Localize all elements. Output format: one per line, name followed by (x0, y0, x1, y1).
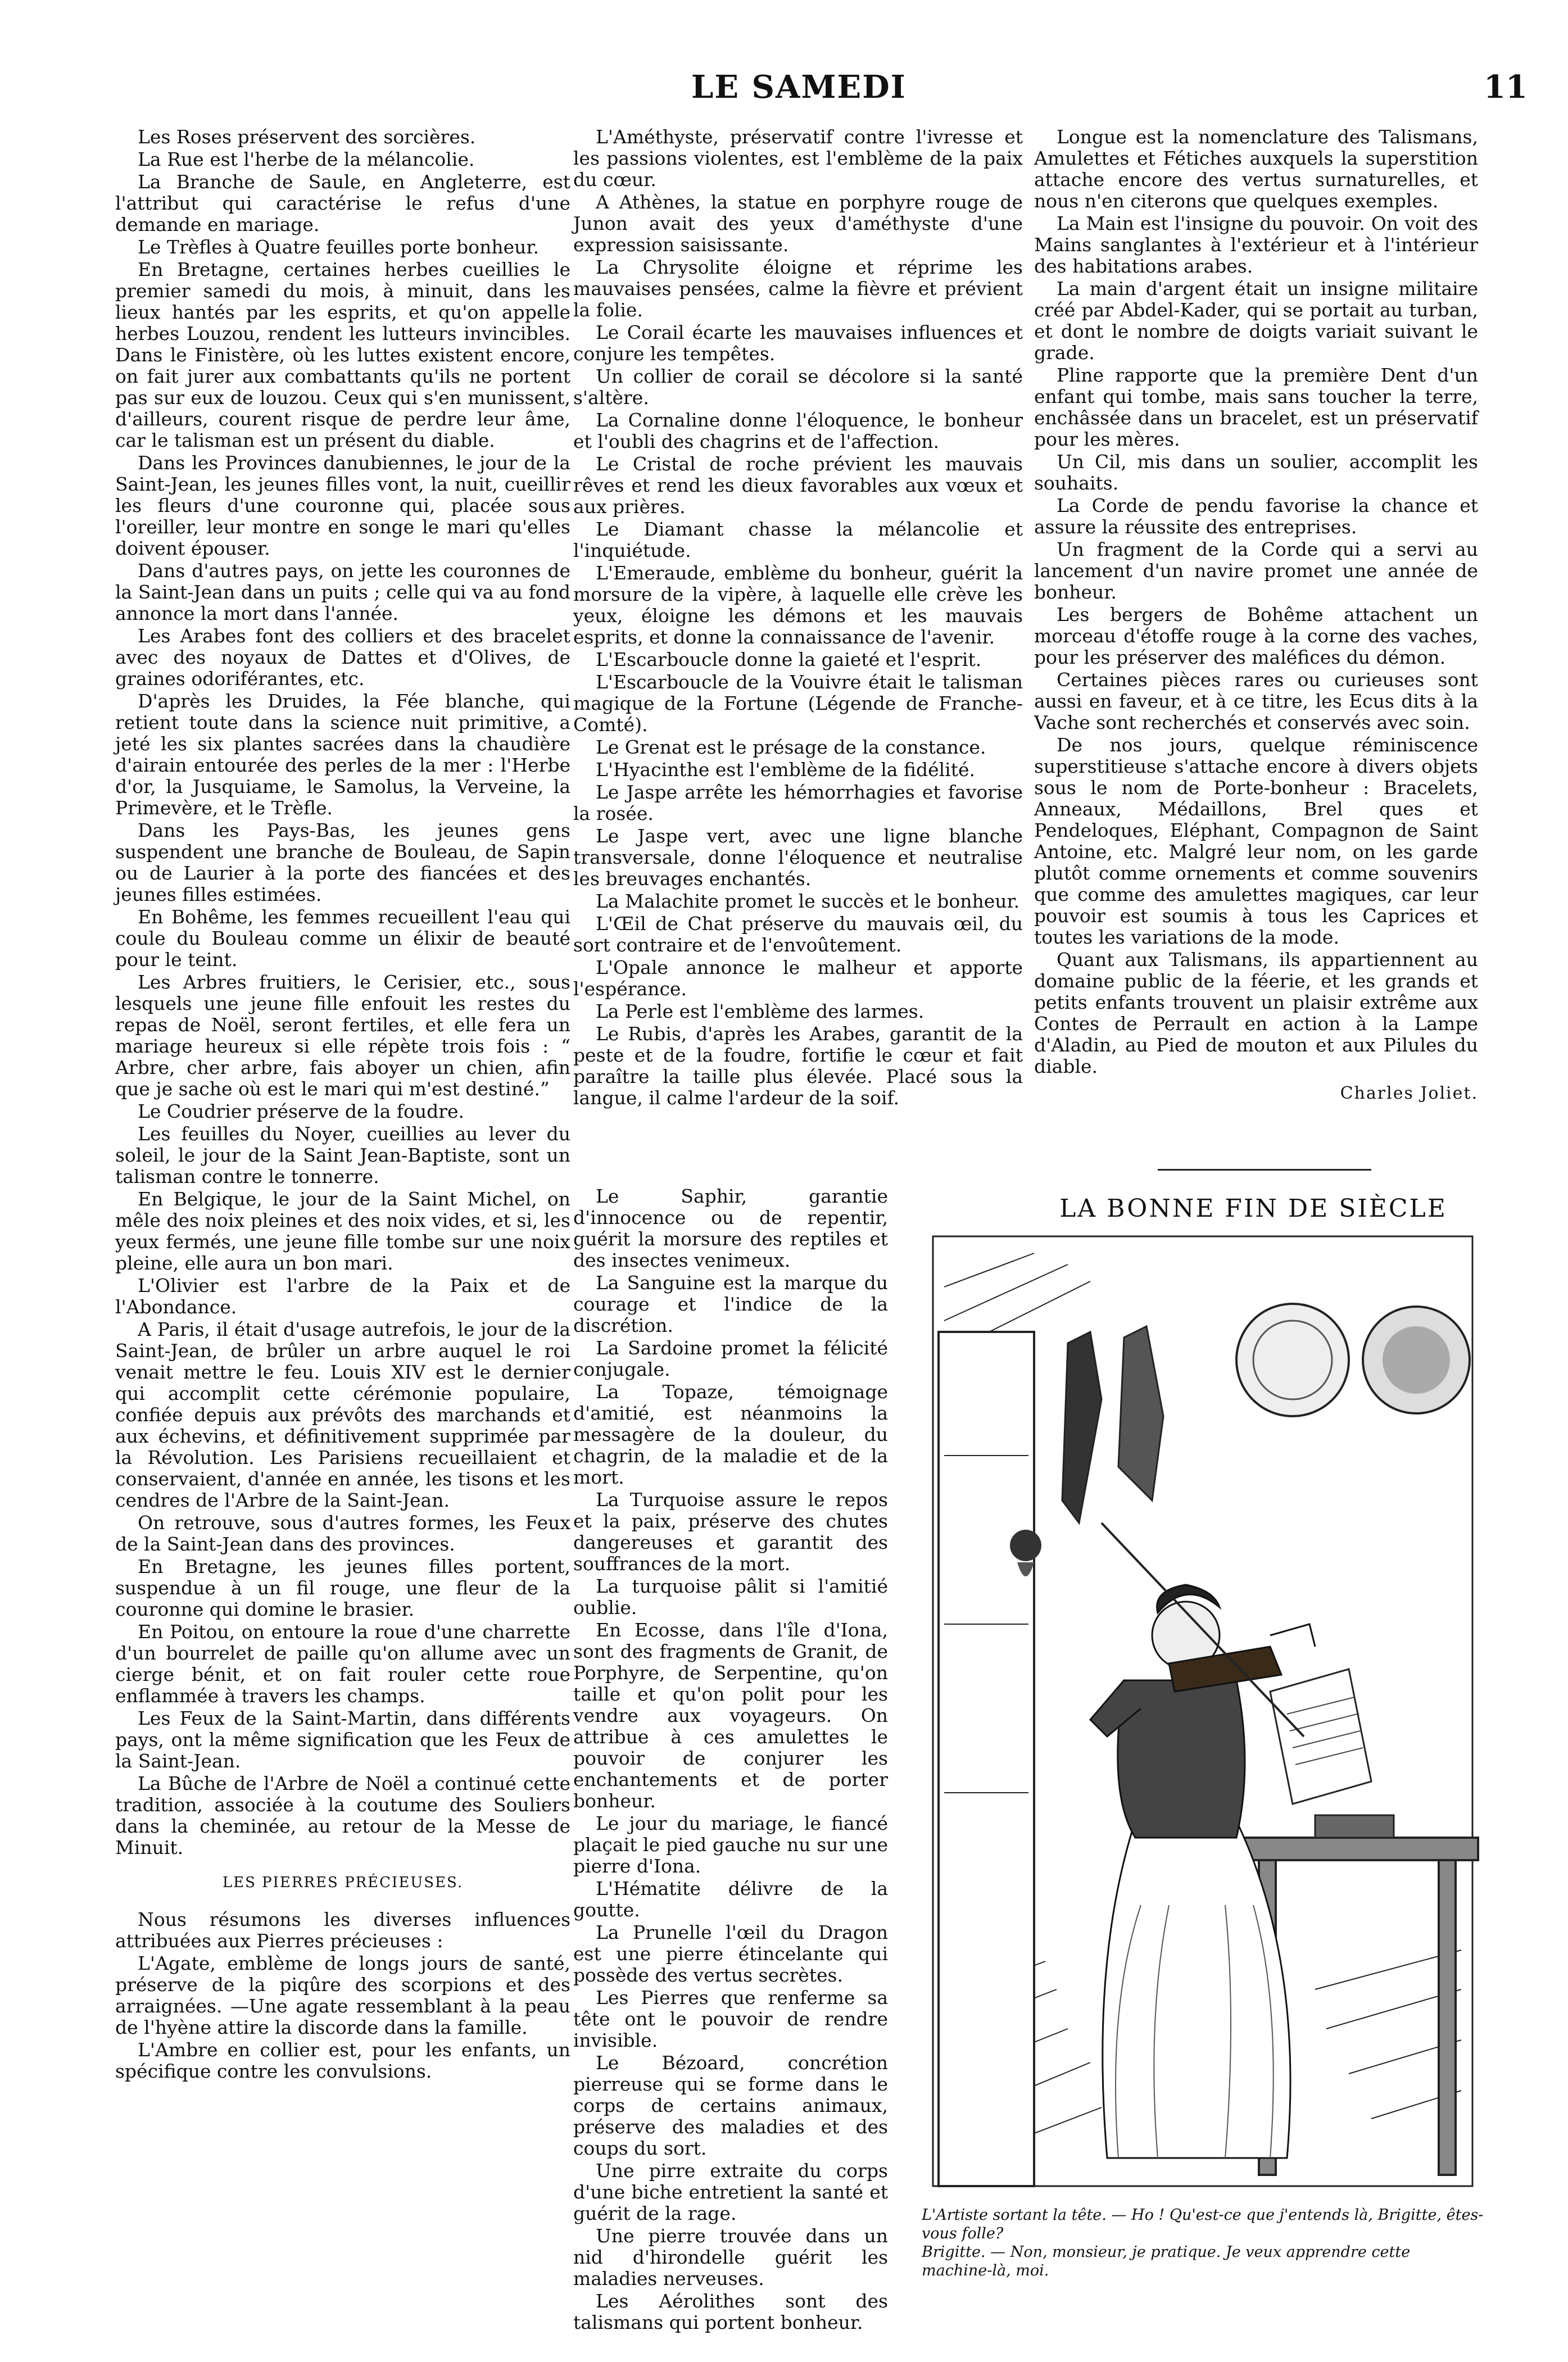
paragraph: Un collier de corail se décolore si la santé s'altère. (573, 365, 1023, 409)
paragraph: L'Escarboucle donne la gaieté et l'esprit. (596, 649, 982, 670)
paragraph: En Bohême, les femmes recueillent l'eau qui coule du Bouleau comme un élixir de beauté pour le teint. (115, 906, 570, 971)
paragraph: L'Escarboucle de la Vouivre était le talisman magique de la Fortune (Légende de Franche-Comté). (573, 671, 1023, 736)
paragraph: Dans les Provinces danubiennes, le jour de la Saint-Jean, les jeunes filles vont, la nuit, cueillir les fleurs d'une couronne qui, placée sous l'oreiller, leur montre en songe le mari qu'elles doivent épouser. (115, 452, 570, 559)
paragraph: Le Corail écarte les mauvaises influences et conjure les tempêtes. (573, 321, 1023, 365)
paragraph: Les Roses préservent des sorcières. (138, 126, 476, 148)
paragraph: L'Ambre en collier est, pour les enfants, un spécifique contre les convulsions. (115, 2039, 570, 2082)
paragraph: Les feuilles du Noyer, cueillies au lever du soleil, le jour de la Saint Jean-Baptiste, sont un talisman contre le tonnerre. (115, 1123, 570, 1187)
journal-title: LE SAMEDI (691, 69, 907, 106)
divider-rule (1158, 1169, 1371, 1171)
column-2 (573, 126, 1023, 1110)
column-3 (1034, 126, 1478, 1105)
paragraph: La Topaze, témoignage d'amitié, est néanmoins la messagère de la douleur, du chagrin, de la maladie et de la mort. (573, 1381, 888, 1488)
paragraph: L'Emeraude, emblème du bonheur, guérit la morsure de la vipère, à laquelle elle crève les yeux, éloigne les démons et les mauvais esprits, et donne la connaissance de l'avenir. (573, 562, 1023, 648)
paragraph: En Poitou, on entoure la roue d'une charrette d'un bourrelet de paille qu'on allume avec un cierge bénit, et on fait rouler cette roue enflammée à travers les champs. (115, 1621, 570, 1707)
paragraph: En Bretagne, les jeunes filles portent, suspendue à un fil rouge, une fleur de la couronne qui domine le brasier. (115, 1556, 570, 1620)
paragraph: On retrouve, sous d'autres formes, les Feux de la Saint-Jean dans des provinces. (115, 1512, 570, 1555)
paragraph: A Athènes, la statue en porphyre rouge de Junon avait des yeux d'améthyste d'une expression saisissante. (573, 191, 1023, 256)
paragraph: Un Cil, mis dans un soulier, accomplit les souhaits. (1034, 451, 1478, 494)
paragraph: L'Hyacinthe est l'emblème de la fidélité. (596, 759, 976, 781)
paragraph: L'Opale annonce le malheur et apporte l'espérance. (573, 956, 1023, 1000)
column-1-paragraphs (115, 126, 570, 1858)
page-number: 11 (1484, 69, 1528, 106)
paragraph: La Turquoise assure le repos et la paix, préserve des chutes dangereuses et garantit des souffrances de la mort. (573, 1489, 888, 1575)
illustration-caption (922, 2206, 1484, 2280)
paragraph: De nos jours, quelque réminiscence superstitieuse s'attache encore à divers objets sous le nom de Porte-bonheur : Bracelets, Anneaux, Médaillons, Brel ques et Pendeloques, Eléphant, Compagnon de Saint Antoine, etc. Malgré leur nom, on les garde plutôt comme ornements et comme souvenirs que comme des amulettes magiques, car leur pouvoir est soumis à tous les Caprices et toutes les variations de la mode. (1034, 734, 1478, 948)
paragraph: Un fragment de la Corde qui a servi au lancement d'un navire promet une année de bonheur. (1034, 538, 1478, 603)
paragraph: Longue est la nomenclature des Talismans, Amulettes et Fétiches auxquels la superstition attache encore des vertus surnaturelles, et nous n'en citerons que quelques exemples. (1034, 126, 1478, 212)
paragraph: En Belgique, le jour de la Saint Michel, on mêle des noix pleines et des noix vides, et si, les yeux fermés, une jeune fille tombe sur une noix pleine, elle aura un bon mari. (115, 1188, 570, 1274)
paragraph: Les Pierres que renferme sa tête ont le pouvoir de rendre invisible. (573, 1987, 888, 2051)
caption-line-1: L'Artiste sortant la tête. — Ho ! Qu'est-ce que j'entends là, Brigitte, êtes-vous folle? (922, 2206, 1484, 2242)
paragraph: Certaines pièces rares ou curieuses sont aussi en faveur, et à ce titre, les Ecus dits à la Vache sont recherchés et conservés avec soin. (1034, 669, 1478, 733)
paragraph: Le Jaspe vert, avec une ligne blanche transversale, donne l'éloquence et neutralise les breuvages enchantés. (573, 825, 1023, 890)
paragraph: La Cornaline donne l'éloquence, le bonheur et l'oubli des chagrins et de l'affection. (573, 409, 1023, 452)
paragraph: La Perle est l'emblème des larmes. (596, 1000, 925, 1022)
paragraph: Le Coudrier préserve de la foudre. (138, 1100, 464, 1122)
paragraph: Les Arabes font des colliers et des bracelet avec des noyaux de Dattes et d'Olives, de graines odoriférantes, etc. (115, 625, 570, 690)
paragraph: Les bergers de Bohême attachent un morceau d'étoffe rouge à la corne des vaches, pour les préserver des maléfices du démon. (1034, 604, 1478, 668)
paragraph: Les Arbres fruitiers, le Cerisier, etc., sous lesquels une jeune fille enfouit les restes du repas de Noël, seront fertiles, et elle fera un mariage heureux si elle répète trois fois : “ Arbre, cher arbre, fais aboyer un chien, afin que je sache où est le mari qui m'est destiné.” (115, 971, 570, 1100)
column-2-paragraphs (573, 126, 1023, 1109)
illustration-title: LA BONNE FIN DE SIÈCLE (1059, 1194, 1447, 1223)
paragraph: Les Aérolithes sont des talismans qui portent bonheur. (573, 2290, 888, 2333)
column-2-narrow (573, 1186, 888, 2334)
paragraph: Le Rubis, d'après les Arabes, garantit de la peste et de la foudre, fortifie le cœur et fait paraître la taille plus élevée. Placé sous la langue, il calme l'ardeur de la soif. (573, 1023, 1023, 1109)
paragraph: Le jour du mariage, le fiancé plaçait le pied gauche nu sur une pierre d'Iona. (573, 1812, 888, 1877)
paragraph: La turquoise pâlit si l'amitié oublie. (573, 1575, 888, 1619)
paragraph: L'Agate, emblème de longs jours de santé, préserve de la piqûre des scorpions et des arraignées. —Une agate ressemblant à la peau de l'hyène attire la discorde dans la famille. (115, 1952, 570, 2038)
column-3-paragraphs (1034, 126, 1478, 1077)
author-signature: Charles Joliet. (1340, 1083, 1478, 1103)
paragraph: La Corde de pendu favorise la chance et assure la réussite des entreprises. (1034, 495, 1478, 538)
caption-line-2: Brigitte. — Non, monsieur, je pratique. Je veux apprendre cette machine-là, moi. (922, 2243, 1411, 2279)
paragraph: Quant aux Talismans, ils appartiennent au domaine public de la féerie, et les grands et petits enfants trouvent un plaisir extrême aux Contes de Perrault en action à la Lampe d'Aladin, au Pied de mouton et aux Pilules du diable. (1034, 949, 1478, 1077)
paragraph: L'Hématite délivre de la goutte. (573, 1878, 888, 1921)
paragraph: Le Grenat est le présage de la constance. (596, 736, 986, 758)
paragraph: La Branche de Saule, en Angleterre, est l'attribut qui caractérise le refus d'une demande en mariage. (115, 171, 570, 235)
paragraph: Une pierre trouvée dans un nid d'hirondelle guérit les maladies nerveuses. (573, 2225, 888, 2290)
paragraph: A Paris, il était d'usage autrefois, le jour de la Saint-Jean, de brûler un arbre auquel le roi venait mettre le feu. Louis XIV est le dernier qui accomplit cette cérémonie populaire, confiée depuis aux prévôts des marchands et aux échevins, et définitivement supprimée par la Révolution. Les Parisiens recueillaient et conservaient, d'année en année, les tisons et les cendres de l'Arbre de la Saint-Jean. (115, 1318, 570, 1511)
column-2-narrow-paragraphs (573, 1186, 888, 2333)
paragraph: La Malachite promet le succès et le bonheur. (596, 890, 1020, 912)
paragraph: L'Olivier est l'arbre de la Paix et de l'Abondance. (115, 1275, 570, 1318)
paragraph: Le Trèfles à Quatre feuilles porte bonheur. (138, 236, 539, 258)
column-1-paragraphs-after (115, 1909, 570, 2082)
paragraph: Dans d'autres pays, on jette les couronnes de la Saint-Jean dans un puits ; celle qui va au fond annonce la mort dans l'année. (115, 560, 570, 624)
paragraph: Le Diamant chasse la mélancolie et l'inquiétude. (573, 518, 1023, 561)
paragraph: Nous résumons les diverses influences attribuées aux Pierres précieuses : (115, 1908, 570, 1952)
paragraph: D'après les Druides, la Fée blanche, qui retient toute dans la science nuit primitive, a jeté les six plantes sacrées dans la chaudière d'airain entourée des perles de la mer : l'Herbe d'or, la Jusquiame, le Samolus, la Verveine, la Primevère, et le Trèfle. (115, 690, 570, 819)
illustration-violinist (922, 1231, 1484, 2192)
paragraph: La Sanguine est la marque du courage et l'indice de la discrétion. (573, 1272, 888, 1336)
paragraph: Pline rapporte que la première Dent d'un enfant qui tombe, mais sans toucher la terre, enchâssée dans un bracelet, est un préservatif pour les mères. (1034, 364, 1478, 450)
paragraph: Le Cristal de roche prévient les mauvais rêves et rend les dieux favorables aux vœux et aux prières. (573, 453, 1023, 518)
paragraph: Une pirre extraite du corps d'une biche entretient la santé et guérit de la rage. (573, 2160, 888, 2224)
paragraph: La main d'argent était un insigne militaire créé par Abdel-Kader, qui se portait au turban, et dont le nombre de doigts variait suivant le grade. (1034, 278, 1478, 364)
paragraph: La Prunelle l'œil du Dragon est une pierre étincelante qui possède des vertus secrètes. (573, 1921, 888, 1986)
paragraph: Les Feux de la Saint-Martin, dans différents pays, ont la même signification que les Feux de la Saint-Jean. (115, 1707, 570, 1772)
paragraph: La Sardoine promet la félicité conjugale. (573, 1337, 888, 1380)
paragraph: L'Œil de Chat préserve du mauvais œil, du sort contraire et de l'envoûtement. (573, 913, 1023, 956)
paragraph: Le Saphir, garantie d'innocence ou de repentir, guérit la morsure des reptiles et des insectes venimeux. (573, 1185, 888, 1271)
paragraph: En Ecosse, dans l'île d'Iona, sont des fragments de Granit, de Porphyre, de Serpentine, qu'on taille et qu'on polit pour les vendre aux voyageurs. On attribue à ces amulettes le pouvoir de conjurer les enchantements et de porter bonheur. (573, 1619, 888, 1812)
section-heading: LES PIERRES PRÉCIEUSES. (222, 1874, 464, 1891)
column-1 (115, 126, 570, 2083)
paragraph: En Bretagne, certaines herbes cueillies le premier samedi du mois, à minuit, dans les lieux hantés par les esprits, et qu'on appelle herbes Louzou, rendent les lutteurs invincibles. Dans le Finistère, où les luttes existent encore, on fait jurer aux combattants qu'ils ne portent pas sur eux de louzou. Ceux qui s'en munissent, d'ailleurs, courent risque de perdre leur âme, car le talisman est un présent du diable. (115, 259, 570, 451)
paragraph: La Rue est l'herbe de la mélancolie. (138, 148, 475, 170)
paragraph: Le Jaspe arrête les hémorrhagies et favorise la rosée. (573, 781, 1023, 824)
paragraph: Le Bézoard, concrétion pierreuse qui se forme dans le corps de certains animaux, préserve des maladies et des coups du sort. (573, 2052, 888, 2159)
paragraph: Dans les Pays-Bas, les jeunes gens suspendent une branche de Bouleau, de Sapin ou de Laurier à la porte des fiancées et des jeunes filles estimées. (115, 819, 570, 905)
paragraph: La Main est l'insigne du pouvoir. On voit des Mains sanglantes à l'extérieur et à l'intérieur des habitations arabes. (1034, 212, 1478, 277)
paragraph: La Chrysolite éloigne et réprime les mauvaises pensées, calme la fièvre et prévient la folie. (573, 256, 1023, 321)
door (939, 1332, 1034, 2186)
paragraph: La Bûche de l'Arbre de Noël a continué cette tradition, associée à la coutume des Souliers dans la cheminée, au retour de la Messe de Minuit. (115, 1772, 570, 1858)
paragraph: L'Améthyste, préservatif contre l'ivresse et les passions violentes, est l'emblème de la paix du cœur. (573, 126, 1023, 191)
